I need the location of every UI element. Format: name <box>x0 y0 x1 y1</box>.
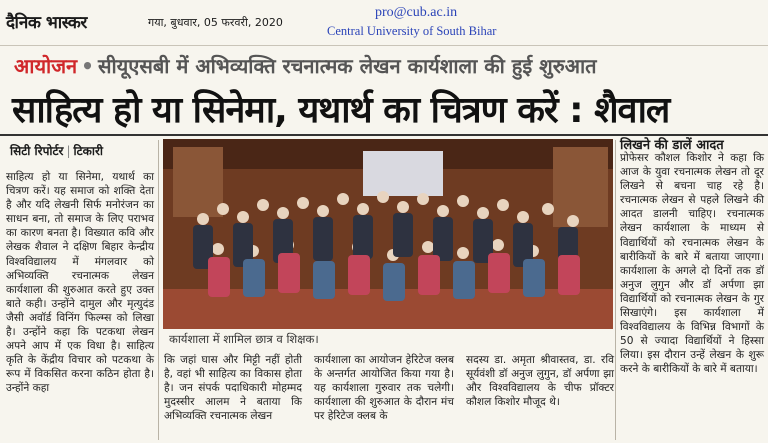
article-column-1: साहित्य हो या सिनेमा, यथार्थ का चित्रण करें। यह समाज को शक्ति देता है और यदि लेखनी सिर्फ मनोरंजन का साधन बना, तो समाज के लिए पराभव का कारण बनता है। विख्यात कवि और लेखक शैवाल ने दक्षिण बिहार केन्द्रीय विश्वविद्यालय में मंगलवार को अभिव्यक्ति रचनात्मक लेखन कार्यशाला की शुरुआत करते हुए उक्त बाते कही। उन्होंने दामुल और मृत्युदंड जैसी अवॉर्ड विनिंग फिल्म्स को लिखा है। उन्होंने कहा कि पटकथा लेखन अपने आप में एक विधा है। साहित्य कृति के केंद्रीय विचार को पटकथा के रूप में विकसित करना कठिन होता है। उन्होंने कहा <box>6 171 154 395</box>
masthead <box>0 0 768 40</box>
sidebar-heading: लिखने की डालें आदत <box>620 138 724 153</box>
column-divider <box>615 140 616 440</box>
article-column-4: सदस्य डा. अमृता श्रीवास्तव, डा. रवि सूर्यवंशी डॉ अनुज लुगुन, डॉ अर्पणा झा और विश्वविद्यालय के चीफ प्रॉक्टर कौशल किशोर मौजूद थे। <box>466 354 614 409</box>
photo-caption: कार्यशाला में शामिल छात्र व शिक्षक। <box>169 332 319 346</box>
column-divider <box>158 140 159 440</box>
kicker <box>14 52 597 79</box>
bullet-icon: • <box>81 54 94 78</box>
byline-place: टिकारी <box>73 144 103 158</box>
kicker-text: सीयूएसबी में अभिव्यक्ति रचनात्मक लेखन कार्यशाला की हुई शुरुआत <box>97 54 597 78</box>
sidebar-text: प्रोफेसर कौशल किशोर ने कहा कि आज के युवा रचनात्मक लेखन तो दूर लिखने से बचना चाह रहे है। रचनात्मक लेखन से पहले लिखने की आदत डालनी चाहिए। रचनात्मक लेखन कार्यशाला के माध्यम से विद्यार्थियों को रचनात्मक लेखन के बारीकियों के बारे में बताया जाएगा। कार्यशाला के अगले दो दिनों तक डॉ अनुज लुगुन और डॉ अर्पणा झा विद्यार्थियों को रचनात्मक लेखन के गुर सिखाएंगे। इस कार्यशाला में विश्वविद्यालय के विभिन्न विभागों के 50 से ज्यादा विद्यार्थियों ने हिस्सा लिया। इस दौरान उन्हें लेखन के शुरू करने के बारीकियों के बारे में बताया। <box>620 152 764 376</box>
newspaper-logo: दैनिक भास्कर <box>6 13 87 33</box>
byline-separator: | <box>66 144 71 158</box>
contact-email: pro@cub.ac.in <box>375 5 458 20</box>
dateline: गया, बुधवार, 05 फरवरी, 2020 <box>148 16 283 29</box>
kicker-tag: आयोजन <box>14 54 78 78</box>
headline: साहित्य हो या सिनेमा, यथार्थ का चित्रण करें : शैवाल <box>12 90 670 131</box>
article-column-3: कार्यशाला का आयोजन हेरिटेज क्लब के अन्तर्गत आयोजित किया गया है। यह कार्यशाला गुरुवार तक चलेगी। कार्यशाला की शुरुआत के दौरान मंच पर हेरिटेज क्लब के <box>314 354 454 423</box>
byline <box>10 142 103 159</box>
news-photo <box>163 139 613 329</box>
article-column-2: कि जहां घास और मिट्टी नहीं होती है, वहां भी साहित्य का विकास होता है। जन संपर्क पदाधिकारी मोहम्मद मुदस्सीर आलम ने बताया कि अभिव्यक्ति रचनात्मक लेखन <box>164 354 302 423</box>
byline-reporter: सिटी रिपोर्टर <box>10 144 64 158</box>
group-photo-image <box>163 139 613 329</box>
university-name: Central University of South Bihar <box>327 24 497 38</box>
divider <box>0 45 768 46</box>
